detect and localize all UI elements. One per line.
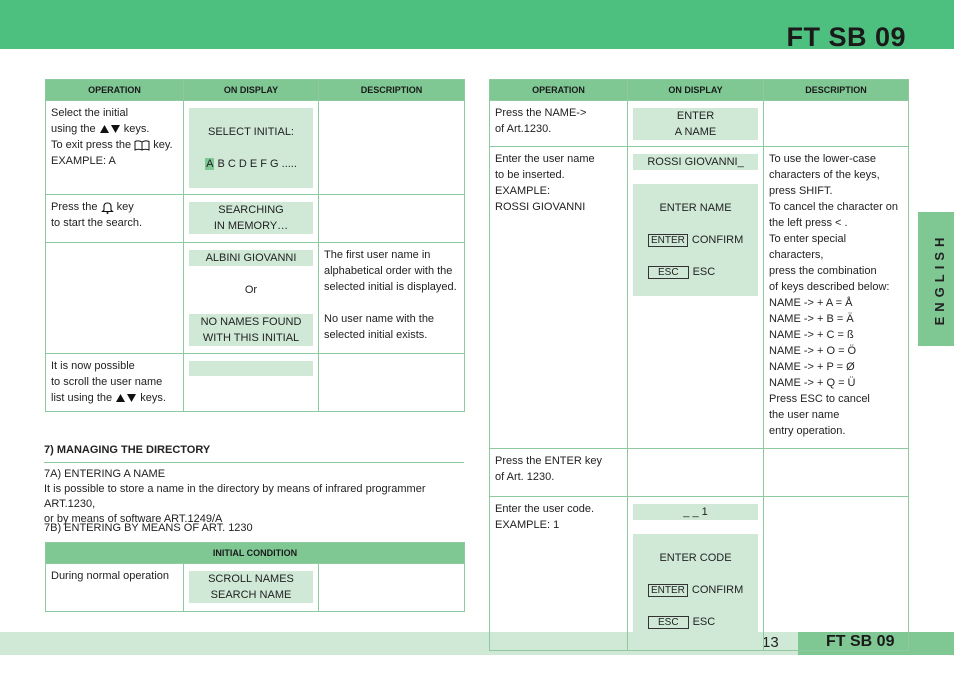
bell-icon [101, 201, 114, 214]
r-row1-display [628, 101, 764, 147]
row2-operation [46, 195, 184, 243]
esc-key-label: ESC [648, 266, 689, 279]
r-row2-display [628, 147, 764, 449]
display-screen: ROSSI GIOVANNI_ [633, 154, 758, 170]
subsection-7b-title: 7B) ENTERING BY MEANS OF ART. 1230 [44, 522, 253, 534]
page-title: FT SB 09 [786, 22, 906, 52]
row2-display [184, 195, 319, 243]
op-line: to start the search. [51, 217, 143, 229]
header-description: DESCRIPTION [764, 80, 909, 101]
up-down-triangle-icon [99, 124, 121, 134]
r-row3-description [764, 449, 909, 497]
subsection-7a-title: 7A) ENTERING A NAME [44, 468, 166, 480]
right-operation-table [489, 79, 909, 651]
header-operation: OPERATION [46, 80, 184, 101]
display-screen [189, 361, 313, 376]
row3-operation [46, 243, 184, 354]
display-screen: ALBINI GIOVANNI [189, 250, 313, 266]
display-screen: SELECT INITIAL: A B C D E F G ..... [189, 108, 313, 188]
row1-display [184, 101, 319, 195]
language-tab-label: ENGLISH [932, 232, 947, 326]
row3-display [184, 243, 319, 354]
page-number: 13 [762, 634, 779, 651]
header-on-display: ON DISPLAY [184, 80, 319, 101]
r-row3-display [628, 449, 764, 497]
left-operation-table [45, 79, 465, 412]
op-line: using the keys. [51, 123, 150, 135]
header-on-display: ON DISPLAY [628, 80, 764, 101]
selected-initial: A [206, 158, 214, 170]
initial-display [184, 564, 319, 612]
header-operation: OPERATION [490, 80, 628, 101]
r-row2-operation: Enter the user name to be inserted. EXAMPLE: ROSSI GIOVANNI [490, 147, 628, 449]
r-row4-display [628, 497, 764, 651]
r-row4-description [764, 497, 909, 651]
op-line: Select the initial [51, 107, 129, 119]
initial-operation: During normal operation [46, 564, 184, 612]
r-row4-operation: Enter the user code. EXAMPLE: 1 [490, 497, 628, 651]
r-row3-operation: Press the ENTER key of Art. 1230. [490, 449, 628, 497]
initial-description [319, 564, 465, 612]
r-row1-description [764, 101, 909, 147]
enter-key-label: ENTER [648, 234, 688, 247]
op-line: To exit press the key. [51, 139, 173, 151]
row1-description [319, 101, 465, 195]
section-title: 7) MANAGING THE DIRECTORY [44, 444, 211, 456]
row4-operation: It is now possible to scroll the user name list using the keys. [46, 354, 184, 412]
footer-title: FT SB 09 [826, 633, 895, 650]
section-divider [44, 462, 464, 463]
row2-description [319, 195, 465, 243]
header-description: DESCRIPTION [319, 80, 465, 101]
header-initial-condition: INITIAL CONDITION [46, 543, 465, 564]
display-screen: SCROLL NAMES SEARCH NAME [189, 571, 313, 603]
row3-description: The first user name in alphabetical order with the selected initial is displayed. No user name with the selected initial exists. [319, 243, 465, 354]
row4-display [184, 354, 319, 412]
r-row2-description: To use the lower-case characters of the keys, press SHIFT. To cancel the character on the left press < . To enter special characters, press the combination of keys described below: NAME -> + A = Å NAME -> + B = Ä NAME -> + C = ß NAME -> + O = Ö NAME -> + P = Ø NAME -> + Q = Ü Press ESC to cancel the user name entry operation. [764, 147, 909, 449]
r-row1-operation: Press the NAME-> of Art.1230. [490, 101, 628, 147]
language-tab [918, 212, 954, 346]
row4-description [319, 354, 465, 412]
enter-key-label: ENTER [648, 584, 688, 597]
display-screen: ENTER A NAME [633, 108, 758, 140]
initial-condition-table [45, 542, 465, 612]
display-screen: ENTER CODE ENTER CONFIRM ESC ESC [633, 534, 758, 646]
esc-key-label: ESC [648, 616, 689, 629]
display-screen: NO NAMES FOUND WITH THIS INITIAL [189, 314, 313, 346]
subsection-7a-paragraph: It is possible to store a name in the directory by means of infrared programmer ART.1230, or by means of software ART.1249/A [44, 483, 426, 525]
up-down-triangle-icon [115, 393, 137, 403]
or-label: Or [244, 284, 258, 296]
row1-operation [46, 101, 184, 195]
op-line: Press the key [51, 201, 134, 213]
op-line: EXAMPLE: A [51, 155, 116, 167]
display-screen: _ _ 1 [633, 504, 758, 520]
display-screen: ENTER NAME ENTER CONFIRM ESC ESC [633, 184, 758, 296]
display-screen: SEARCHING IN MEMORY… [189, 202, 313, 234]
book-icon [134, 140, 150, 151]
